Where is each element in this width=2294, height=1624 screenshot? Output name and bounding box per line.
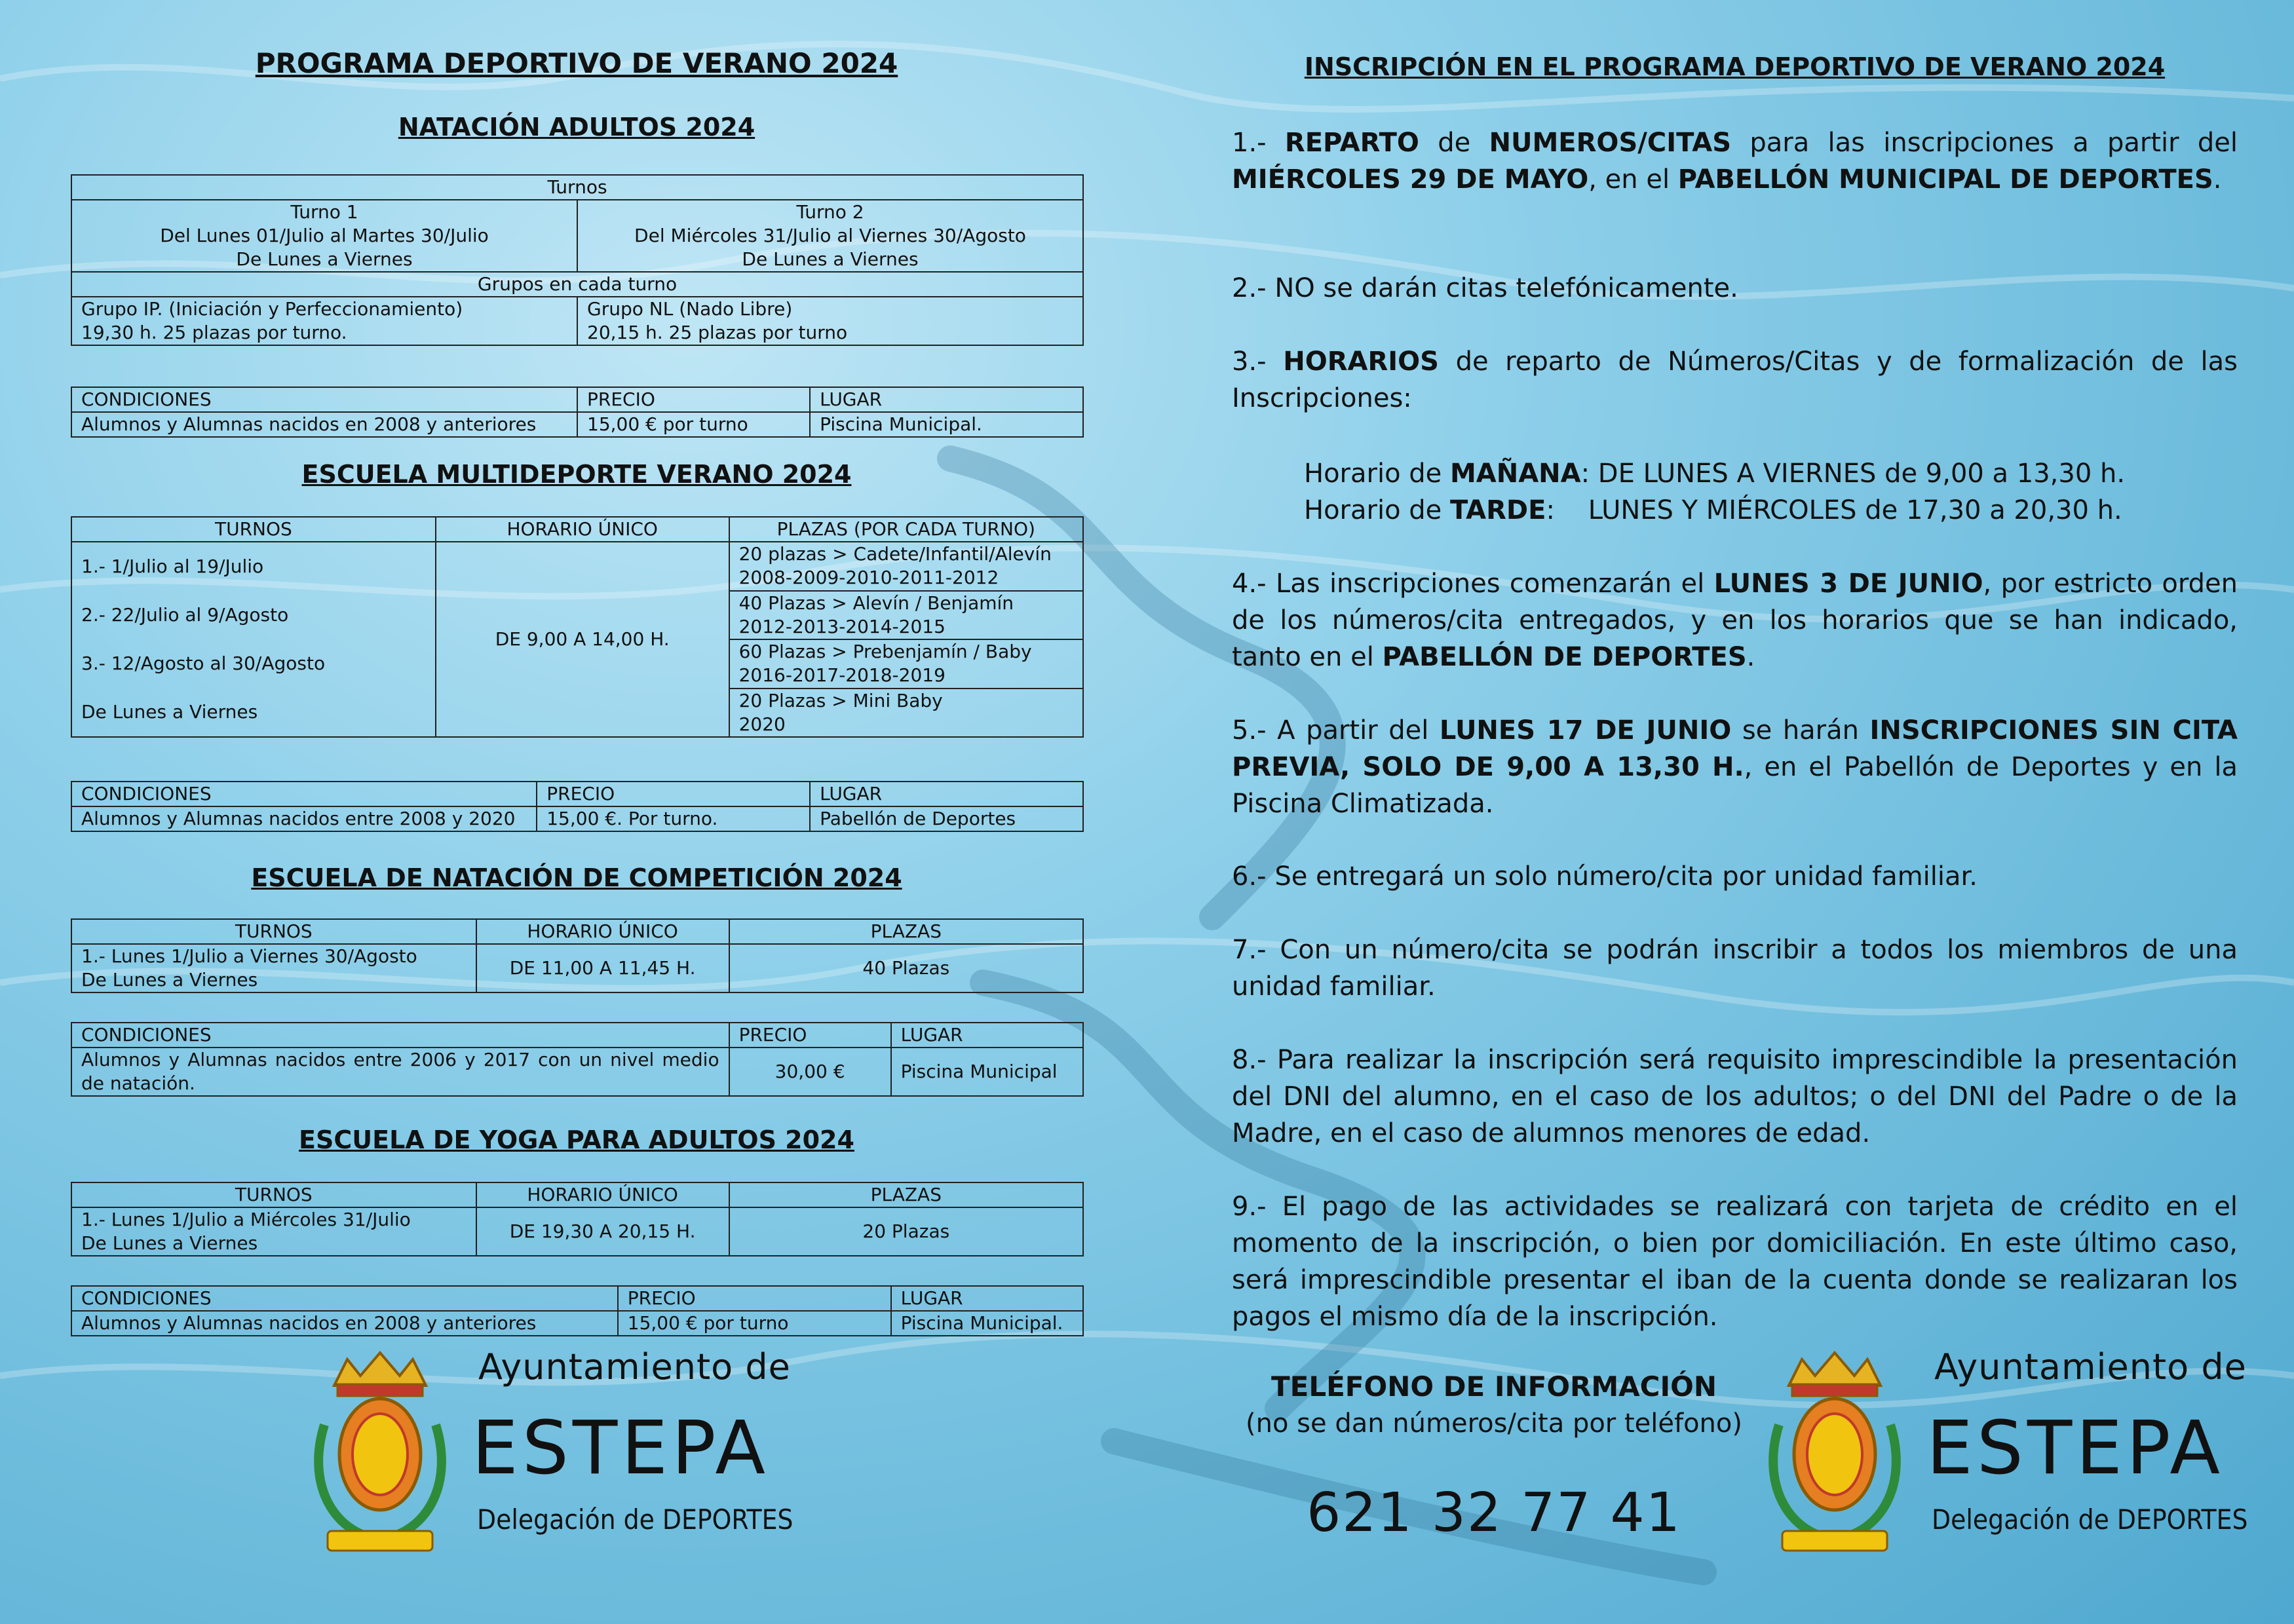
cond-value: Alumnos y Alumnas nacidos entre 2008 y 2020 (71, 806, 537, 831)
plazas-value: 40 Plazas (729, 944, 1083, 992)
cond-header: CONDICIONES (71, 782, 537, 806)
cond-value: Alumnos y Alumnas nacidos entre 2006 y 2017 con un nivel medio de natación. (71, 1048, 729, 1096)
paragraph-9: 9.- El pago de las actividades se realizará con tarjeta de crédito en el momento de la inscripción, o bien por domiciliación. En este último caso, será imprescindible presentar el iban de la cuenta donde se realizaran los pagos el mismo día de la inscripción. (1232, 1192, 2238, 1332)
price-value: 30,00 € (729, 1048, 891, 1096)
price-header: PRECIO (537, 782, 810, 806)
place-header: LUGAR (891, 1023, 1083, 1048)
plazas-row: 60 Plazas > Prebenjamín / Baby 2016-2017-2018-2019 (729, 639, 1083, 689)
multideporte-title: ESCUELA MULTIDEPORTE VERANO 2024 (301, 460, 852, 489)
program-title: PROGRAMA DEPORTIVO DE VERANO 2024 (255, 47, 898, 79)
place-value: Piscina Municipal. (891, 1311, 1083, 1336)
paragraph-3: 3.- HORARIOS de reparto de Números/Citas y de formalización de las Inscripciones: (1232, 347, 2238, 413)
turnos-header: TURNOS (71, 919, 476, 944)
plazas-header: PLAZAS (POR CADA TURNO) (729, 517, 1083, 542)
yoga-conditions-table (71, 1285, 1084, 1336)
multideporte-conditions-table (71, 781, 1084, 832)
yoga-title: ESCUELA DE YOGA PARA ADULTOS 2024 (299, 1125, 854, 1154)
competicion-title: ESCUELA DE NATACIÓN DE COMPETICIÓN 2024 (251, 863, 902, 892)
price-header: PRECIO (618, 1286, 891, 1311)
turnos-header: TURNOS (71, 517, 436, 542)
price-value: 15,00 €. Por turno. (537, 806, 810, 831)
yoga-table (71, 1182, 1084, 1256)
plazas-row: 20 plazas > Cadete/Infantil/Alevín 2008-2009-2010-2011-2012 (729, 542, 1083, 591)
grupo-ip-cell: Grupo IP. (Iniciación y Perfeccionamiento) 19,30 h. 25 plazas por turno. (71, 297, 577, 345)
cond-header: CONDICIONES (71, 1023, 729, 1048)
multideporte-table (71, 516, 1084, 738)
paragraph-2: 2.- NO se darán citas telefónicamente. (1232, 273, 1738, 303)
paragraph-4: 4.- Las inscripciones comenzarán el LUNES 3 DE JUNIO, por estricto orden de los números/cita entregados, y en los horarios que se han indicado, tanto en el PABELLÓN DE DEPORTES. (1232, 569, 2238, 672)
coat-of-arms-icon (308, 1346, 452, 1556)
horario-value: DE 19,30 A 20,15 H. (476, 1207, 729, 1256)
paragraph-1: 1.- REPARTO de NUMEROS/CITAS para las inscripciones a partir del MIÉRCOLES 29 DE MAYO, en el PABELLÓN MUNICIPAL DE DEPORTES. (1232, 128, 2238, 195)
estepa-logo-right (1763, 1346, 2261, 1556)
paragraph-6: 6.- Se entregará un solo número/cita por unidad familiar. (1232, 861, 1978, 892)
phone-subtitle: (no se dan números/cita por teléfono) (1246, 1408, 1742, 1439)
logo-line1: Ayuntamiento de (1934, 1346, 2247, 1388)
logo-line2: ESTEPA (472, 1406, 770, 1491)
competicion-conditions-table (71, 1022, 1084, 1097)
plazas-header: PLAZAS (729, 919, 1083, 944)
price-value: 15,00 € por turno (577, 412, 810, 437)
schedule-morning: Horario de MAÑANA: DE LUNES A VIERNES de 9,00 a 13,30 h. (1304, 459, 2126, 489)
logo-line1: Ayuntamiento de (478, 1346, 791, 1388)
cond-header: CONDICIONES (71, 1286, 618, 1311)
phone-title: TELÉFONO DE INFORMACIÓN (1271, 1370, 1717, 1403)
logo-line2: ESTEPA (1926, 1406, 2225, 1491)
phone-number[interactable]: 621 32 77 41 (1307, 1482, 1681, 1544)
plazas-row: 40 Plazas > Alevín / Benjamín 2012-2013-2014-2015 (729, 591, 1083, 640)
place-header: LUGAR (810, 782, 1083, 806)
plazas-row: 20 Plazas > Mini Baby 2020 (729, 689, 1083, 738)
horario-value: DE 9,00 A 14,00 H. (436, 542, 729, 737)
price-value: 15,00 € por turno (618, 1311, 891, 1336)
turno2-cell: Turno 2 Del Miércoles 31/Julio al Viernes 30/Agosto De Lunes a Viernes (577, 200, 1083, 272)
natacion-conditions-table (71, 387, 1084, 438)
natacion-table (71, 174, 1084, 346)
turno-cell: 1.- Lunes 1/Julio a Viernes 30/Agosto De Lunes a Viernes (71, 944, 476, 992)
place-header: LUGAR (891, 1286, 1083, 1311)
plazas-value: 20 Plazas (729, 1207, 1083, 1256)
natacion-title: NATACIÓN ADULTOS 2024 (398, 113, 755, 142)
paragraph-8: 8.- Para realizar la inscripción será requisito imprescindible la presentación del DNI del alumno, en el caso de los adultos; o del DNI del Padre o de la Madre, en el caso de alumnos menores de edad. (1232, 1045, 2238, 1148)
turnos-list: 1.- 1/Julio al 19/Julio 2.- 22/Julio al 9/Agosto 3.- 12/Agosto al 30/Agosto De Lunes a Viernes (71, 542, 436, 737)
paragraph-7: 7.- Con un número/cita se podrán inscribir a todos los miembros de una unidad familiar. (1232, 935, 2238, 1002)
paragraph-5: 5.- A partir del LUNES 17 DE JUNIO se harán INSCRIPCIONES SIN CITA PREVIA, SOLO DE 9,00 A 13,30 H., en el Pabellón de Deportes y en la Piscina Climatizada. (1232, 715, 2238, 819)
turnos-header: TURNOS (71, 1182, 476, 1207)
logo-line3: Delegación de DEPORTES (477, 1503, 793, 1536)
horario-header: HORARIO ÚNICO (476, 919, 729, 944)
turno-cell: 1.- Lunes 1/Julio a Miércoles 31/Julio De Lunes a Viernes (71, 1207, 476, 1256)
cond-header: CONDICIONES (71, 387, 577, 412)
plazas-header: PLAZAS (729, 1182, 1083, 1207)
place-value: Piscina Municipal (891, 1048, 1083, 1096)
grupos-header: Grupos en cada turno (71, 272, 1083, 297)
cond-value: Alumnos y Alumnas nacidos en 2008 y anteriores (71, 1311, 618, 1336)
competicion-table (71, 918, 1084, 993)
logo-line3: Delegación de DEPORTES (1932, 1503, 2248, 1536)
coat-of-arms-icon (1763, 1346, 1907, 1556)
inscripcion-title: INSCRIPCIÓN EN EL PROGRAMA DEPORTIVO DE VERANO 2024 (1304, 52, 2166, 81)
price-header: PRECIO (577, 387, 810, 412)
cond-value: Alumnos y Alumnas nacidos en 2008 y anteriores (71, 412, 577, 437)
turno1-cell: Turno 1 Del Lunes 01/Julio al Martes 30/Julio De Lunes a Viernes (71, 200, 577, 272)
schedule-afternoon: Horario de TARDE: LUNES Y MIÉRCOLES de 17,30 a 20,30 h. (1304, 495, 2122, 525)
place-value: Pabellón de Deportes (810, 806, 1083, 831)
horario-value: DE 11,00 A 11,45 H. (476, 944, 729, 992)
place-header: LUGAR (810, 387, 1083, 412)
place-value: Piscina Municipal. (810, 412, 1083, 437)
horario-header: HORARIO ÚNICO (476, 1182, 729, 1207)
grupo-nl-cell: Grupo NL (Nado Libre) 20,15 h. 25 plazas por turno (577, 297, 1083, 345)
horario-header: HORARIO ÚNICO (436, 517, 729, 542)
price-header: PRECIO (729, 1023, 891, 1048)
turnos-header: Turnos (71, 175, 1083, 200)
estepa-logo (308, 1346, 806, 1556)
